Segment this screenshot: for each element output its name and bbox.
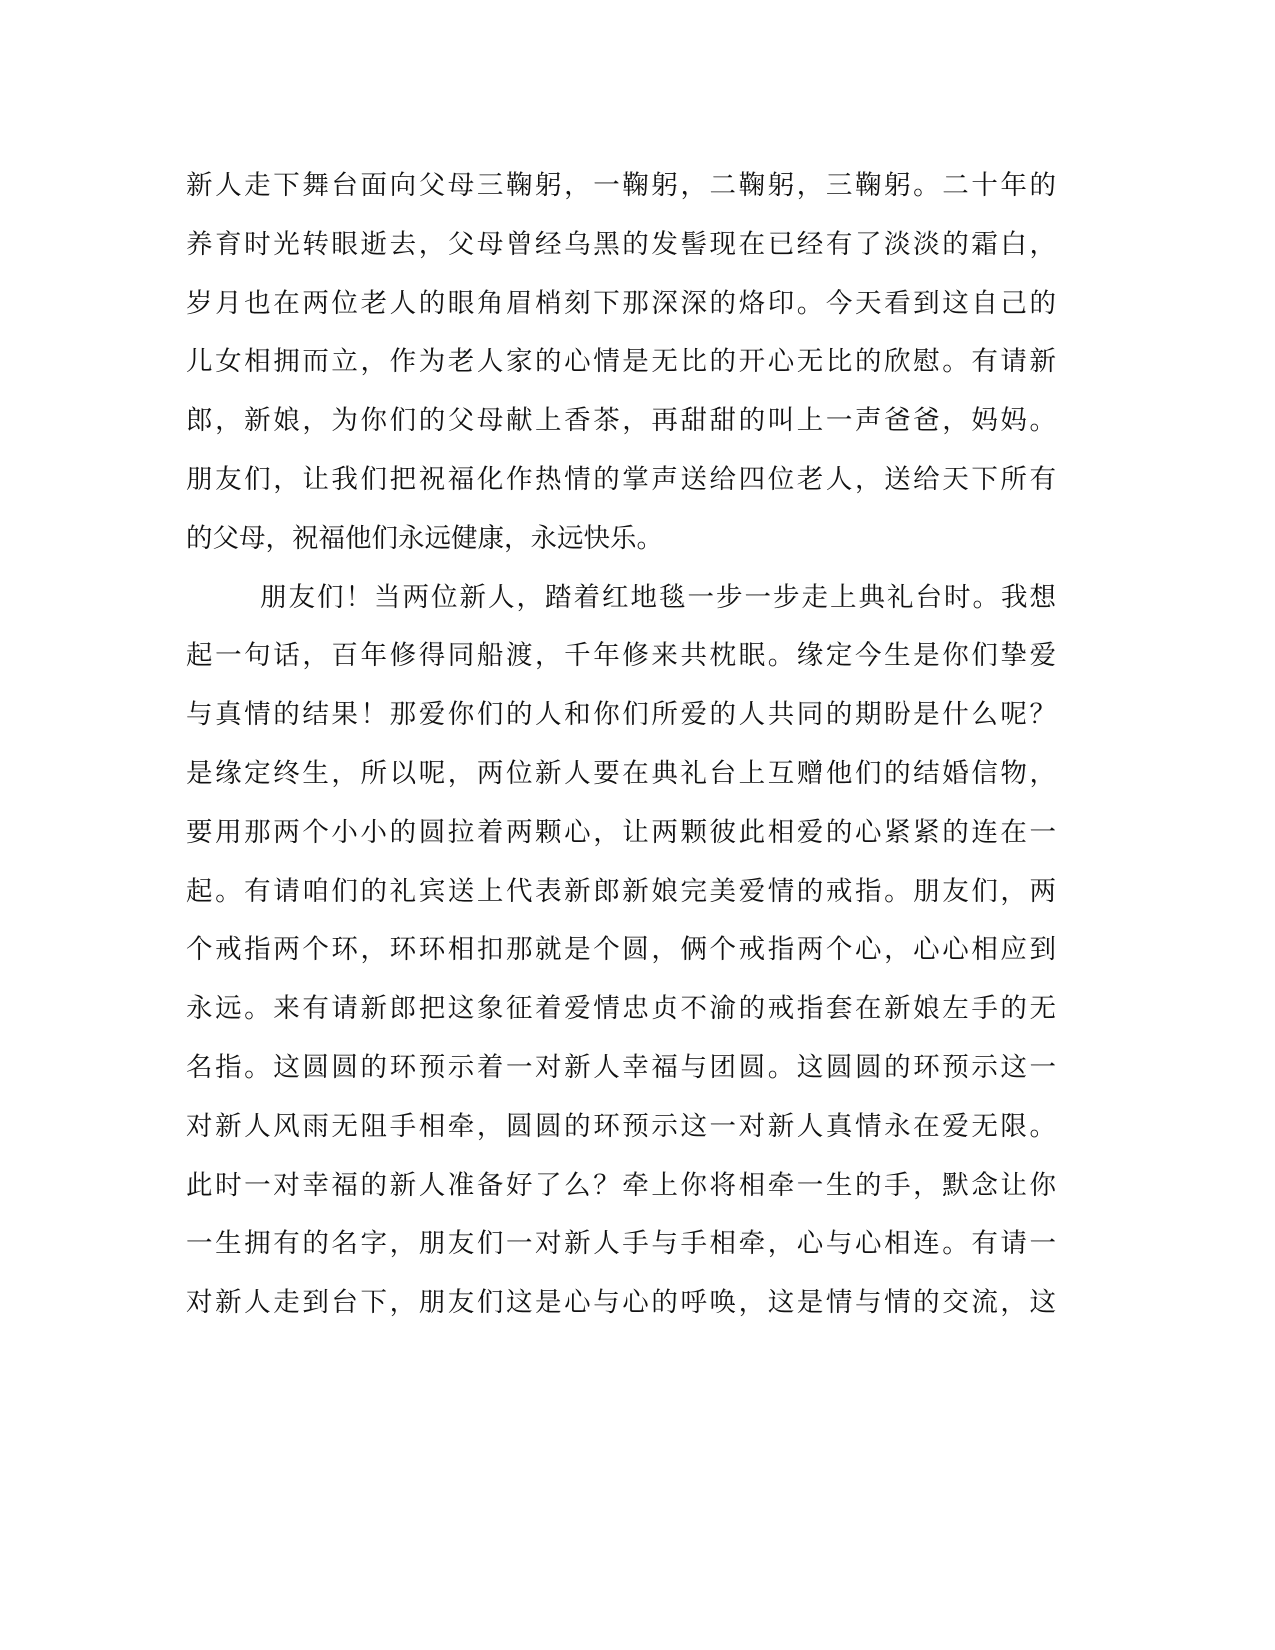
text-line: 名指。这圆圆的环预示着一对新人幸福与团圆。这圆圆的环预示这一	[186, 1051, 1056, 1083]
text-line: 对新人风雨无阻手相牵，圆圆的环预示这一对新人真情永在爱无限。	[186, 1110, 1056, 1142]
text-line: 儿女相拥而立，作为老人家的心情是无比的开心无比的欣慰。有请新	[186, 346, 1056, 378]
text-line: 对新人走到台下，朋友们这是心与心的呼唤，这是情与情的交流，这	[186, 1287, 1056, 1319]
text-line: 养育时光转眼逝去，父母曾经乌黑的发髻现在已经有了淡淡的霜白，	[186, 228, 1056, 260]
text-line: 与真情的结果！那爱你们的人和你们所爱的人共同的期盼是什么呢？	[186, 699, 1056, 731]
text-line: 新人走下舞台面向父母三鞠躬，一鞠躬，二鞠躬，三鞠躬。二十年的	[186, 170, 1056, 201]
text-line: 此时一对幸福的新人准备好了么？牵上你将相牵一生的手，默念让你	[186, 1169, 1056, 1201]
paragraph-end-line: 的父母，祝福他们永远健康，永远快乐。	[186, 522, 663, 554]
text-line: 一生拥有的名字，朋友们一对新人手与手相牵，心与心相连。有请一	[186, 1228, 1056, 1260]
text-line: 个戒指两个环，环环相扣那就是个圆，俩个戒指两个心，心心相应到	[186, 934, 1056, 966]
text-line: 起一句话，百年修得同船渡，千年修来共枕眠。缘定今生是你们挚爱	[186, 640, 1056, 672]
paragraph-start-line: 朋友们！当两位新人，踏着红地毯一步一步走上典礼台时。我想	[260, 581, 1056, 613]
text-line: 郎，新娘，为你们的父母献上香茶，再甜甜的叫上一声爸爸，妈妈。	[186, 405, 1056, 437]
text-line: 是缘定终生，所以呢，两位新人要在典礼台上互赠他们的结婚信物，	[186, 757, 1056, 789]
body-text	[186, 157, 1056, 1333]
text-line: 朋友们，让我们把祝福化作热情的掌声送给四位老人，送给天下所有	[186, 463, 1056, 495]
text-line: 永远。来有请新郎把这象征着爱情忠贞不渝的戒指套在新娘左手的无	[186, 993, 1056, 1025]
text-line: 岁月也在两位老人的眼角眉梢刻下那深深的烙印。今天看到这自己的	[186, 287, 1056, 319]
text-line: 要用那两个小小的圆拉着两颗心，让两颗彼此相爱的心紧紧的连在一	[186, 816, 1056, 848]
text-line: 起。有请咱们的礼宾送上代表新郎新娘完美爱情的戒指。朋友们，两	[186, 875, 1056, 907]
